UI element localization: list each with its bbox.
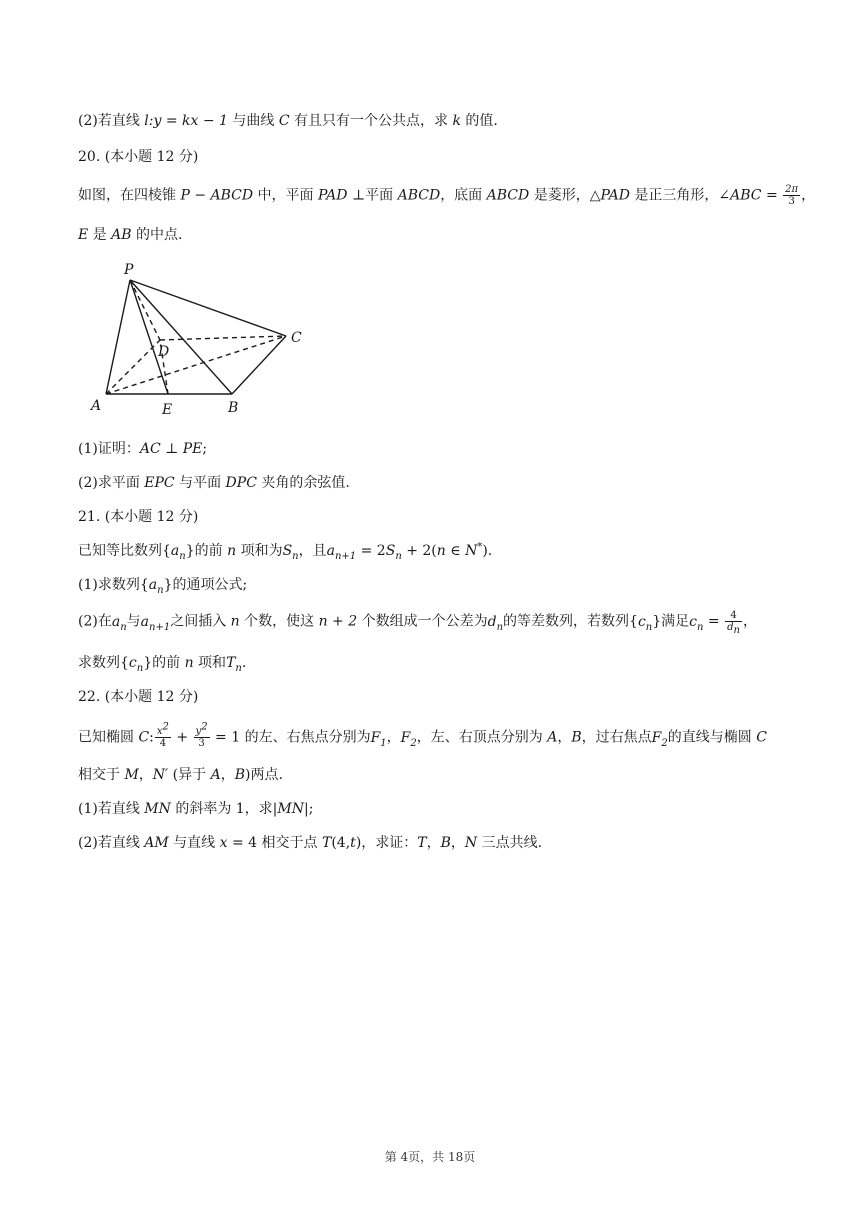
math: C bbox=[756, 729, 767, 746]
text: ; bbox=[202, 441, 208, 457]
fraction-denominator: 3 bbox=[198, 738, 205, 749]
text: ，左、右顶点分别为 bbox=[416, 729, 548, 746]
text: 与平面 bbox=[174, 475, 226, 491]
text: : bbox=[149, 729, 154, 746]
text: ， bbox=[138, 767, 153, 783]
math: P − ABCD bbox=[180, 187, 254, 204]
label-P: P bbox=[124, 262, 134, 278]
edge-PE bbox=[130, 280, 168, 394]
text: (2)若直线 bbox=[78, 113, 145, 129]
fraction-numerator: $y^2$ bbox=[195, 721, 208, 737]
text: 夹角的余弦值. bbox=[256, 475, 350, 491]
math-F2: $F_2$ bbox=[400, 729, 417, 749]
math: t bbox=[350, 835, 356, 851]
text: 如图，在四棱锥 bbox=[78, 187, 181, 204]
math: k bbox=[452, 113, 461, 129]
text: (2)若直线 bbox=[78, 835, 145, 851]
q21-part1 bbox=[78, 574, 782, 596]
math: DPC bbox=[225, 475, 257, 491]
label-C: C bbox=[291, 330, 302, 346]
math: n bbox=[230, 613, 240, 630]
text: ， bbox=[426, 835, 441, 851]
text: 三点共线. bbox=[477, 835, 543, 851]
text: ， bbox=[801, 187, 816, 204]
text: ∈ bbox=[445, 543, 466, 559]
fraction-denominator: 3 bbox=[788, 196, 795, 207]
text: (1)若直线 bbox=[78, 801, 145, 817]
text: 项和为 bbox=[236, 543, 283, 559]
math-c-n: $c_n$ bbox=[689, 613, 704, 633]
q20-part2 bbox=[78, 472, 782, 494]
fraction-numerator: 2π bbox=[785, 184, 799, 195]
math: AM bbox=[144, 835, 169, 851]
math: ABCD bbox=[397, 187, 441, 204]
text: 有且只有一个公共点，求 bbox=[289, 113, 453, 129]
text: ⊥平面 bbox=[347, 187, 398, 204]
math: C bbox=[278, 113, 290, 129]
math: ABC bbox=[730, 187, 762, 204]
math: MN bbox=[144, 801, 171, 817]
text: (2)在 bbox=[78, 613, 112, 630]
text: ). bbox=[482, 543, 493, 559]
text: ，底面 bbox=[440, 187, 487, 204]
math: n + 2 bbox=[318, 613, 358, 630]
q21-part2-line2 bbox=[78, 652, 782, 674]
text: 的值. bbox=[460, 113, 498, 129]
text: 已知椭圆 bbox=[78, 729, 139, 746]
fraction-denominator: 4 bbox=[159, 738, 167, 749]
q19-part2 bbox=[78, 110, 782, 132]
text: 的等差数列，若数列{ bbox=[503, 613, 638, 630]
fraction-denominator: $d_n$ bbox=[727, 622, 740, 636]
text: }的前 bbox=[143, 655, 185, 671]
q20-heading: 20. (本小题 12 分) bbox=[78, 149, 199, 165]
text: 是 bbox=[88, 227, 112, 243]
math: n bbox=[227, 543, 237, 559]
text: (2)求平面 bbox=[78, 475, 145, 491]
math: E bbox=[78, 227, 89, 243]
edge-PB bbox=[130, 280, 232, 394]
fraction-numerator: $x^2$ bbox=[156, 721, 169, 737]
text: ，且 bbox=[298, 543, 327, 559]
text: 已知等比数列{ bbox=[78, 543, 171, 559]
text: 与直线 bbox=[168, 835, 220, 851]
q22-part1 bbox=[78, 798, 782, 820]
text: 是菱形，△ bbox=[529, 187, 601, 204]
text: = bbox=[761, 187, 783, 204]
pyramid-figure bbox=[86, 260, 316, 420]
text: 个数，使这 bbox=[239, 613, 319, 630]
math: n bbox=[184, 655, 194, 671]
math-N-star: N* bbox=[465, 541, 483, 559]
text: = 1 bbox=[210, 729, 241, 746]
math: PAD bbox=[600, 187, 630, 204]
text: (异于 bbox=[168, 767, 211, 783]
page-footer: 第 4页，共 18页 bbox=[384, 1150, 476, 1164]
math: B bbox=[440, 835, 451, 851]
text: (1)求数列{ bbox=[78, 577, 149, 593]
text: 的中点. bbox=[131, 227, 183, 243]
math: B bbox=[234, 767, 246, 783]
label-B: B bbox=[228, 400, 239, 416]
fraction bbox=[725, 610, 742, 636]
text: 的左、右焦点分别为 bbox=[240, 729, 371, 746]
edge-DC bbox=[160, 336, 286, 340]
text: 相交于点 bbox=[257, 835, 322, 851]
text: 与曲线 bbox=[227, 113, 279, 129]
label-A: A bbox=[91, 398, 102, 414]
q20-part1 bbox=[78, 438, 782, 460]
text: ， bbox=[557, 729, 572, 746]
text: 是正三角形，∠ bbox=[629, 187, 731, 204]
text: 的斜率为 1，求| bbox=[170, 801, 278, 817]
label-E: E bbox=[162, 402, 173, 418]
label-D: D bbox=[158, 344, 170, 360]
text: |; bbox=[304, 801, 314, 817]
text: 与 bbox=[126, 613, 141, 630]
fraction bbox=[155, 721, 171, 749]
text: )两点. bbox=[245, 767, 283, 783]
text: }的前 bbox=[185, 543, 228, 559]
fraction bbox=[783, 184, 800, 207]
q21-stem bbox=[78, 540, 782, 562]
text: + bbox=[171, 729, 193, 746]
math: AC ⊥ PE bbox=[139, 441, 203, 457]
text: ， bbox=[450, 835, 465, 851]
edge-PC bbox=[130, 280, 286, 336]
text: 相交于 bbox=[78, 767, 125, 783]
text: ， bbox=[386, 729, 401, 746]
math: MN bbox=[277, 801, 304, 817]
math: n bbox=[436, 543, 446, 559]
text: (4, bbox=[331, 835, 351, 851]
text: )，求证： bbox=[355, 835, 418, 851]
q21-part2 bbox=[78, 610, 782, 636]
math: T bbox=[322, 835, 332, 851]
text: ， bbox=[220, 767, 235, 783]
edge-PA bbox=[106, 280, 130, 394]
math: l:y = kx − 1 bbox=[144, 113, 228, 129]
math-c-n: $c_n$ bbox=[128, 655, 144, 674]
math: PAD bbox=[318, 187, 348, 204]
text: 项和 bbox=[193, 655, 227, 671]
text: ，过右焦点 bbox=[581, 729, 652, 746]
math-F1: $F_1$ bbox=[370, 729, 387, 749]
math-c-n: $c_n$ bbox=[637, 613, 653, 633]
text: = bbox=[703, 613, 725, 630]
math: EPC bbox=[144, 475, 175, 491]
q22-part2 bbox=[78, 832, 782, 854]
math: ABCD bbox=[486, 187, 530, 204]
math: N bbox=[464, 835, 478, 851]
text: ， bbox=[742, 613, 757, 630]
math: A bbox=[547, 729, 558, 746]
text: = 2 bbox=[356, 543, 386, 559]
math: C bbox=[138, 729, 150, 746]
edge-BC bbox=[232, 336, 286, 394]
text: }的通项公式; bbox=[163, 577, 248, 593]
text: }满足 bbox=[652, 613, 690, 630]
math-F2: $F_2$ bbox=[651, 729, 668, 749]
math: AB bbox=[111, 227, 132, 243]
q21-heading: 21. (本小题 12 分) bbox=[78, 509, 199, 525]
math: A bbox=[210, 767, 221, 783]
text: 的直线与椭圆 bbox=[667, 729, 757, 746]
math: M bbox=[124, 767, 139, 783]
math: T bbox=[417, 835, 427, 851]
math: N′ bbox=[152, 767, 169, 783]
q22-stem bbox=[78, 721, 782, 749]
math-a-n: $a_n$ bbox=[170, 543, 186, 562]
math-a-n: $a_n$ bbox=[111, 613, 127, 633]
q22-stem-line2 bbox=[78, 764, 782, 786]
text: 之间插入 bbox=[170, 613, 231, 630]
text: 个数组成一个公差为 bbox=[357, 613, 488, 630]
text: 中，平面 bbox=[253, 187, 319, 204]
q20-stem-line2 bbox=[78, 224, 782, 246]
math-a-n1: $a_{n+1}$ bbox=[140, 613, 171, 633]
text: = 4 bbox=[227, 835, 258, 851]
math-S-n: $S_n$ bbox=[282, 543, 299, 562]
text: 求数列{ bbox=[78, 655, 129, 671]
fraction-numerator: 4 bbox=[725, 610, 742, 622]
math-a-n1: $a_{n+1}$ bbox=[326, 543, 357, 562]
text: . bbox=[241, 655, 247, 671]
q22-heading: 22. (本小题 12 分) bbox=[78, 689, 199, 705]
math-T-n: $T_n$ bbox=[226, 655, 242, 674]
math: B bbox=[571, 729, 582, 746]
math: x bbox=[219, 835, 228, 851]
text: (1)证明： bbox=[78, 441, 140, 457]
text: + 2( bbox=[401, 543, 437, 559]
math-S-n: $S_n$ bbox=[385, 543, 402, 562]
fraction bbox=[194, 721, 210, 749]
math-d-n: $d_n$ bbox=[487, 613, 504, 633]
math-a-n: $a_n$ bbox=[148, 577, 164, 596]
